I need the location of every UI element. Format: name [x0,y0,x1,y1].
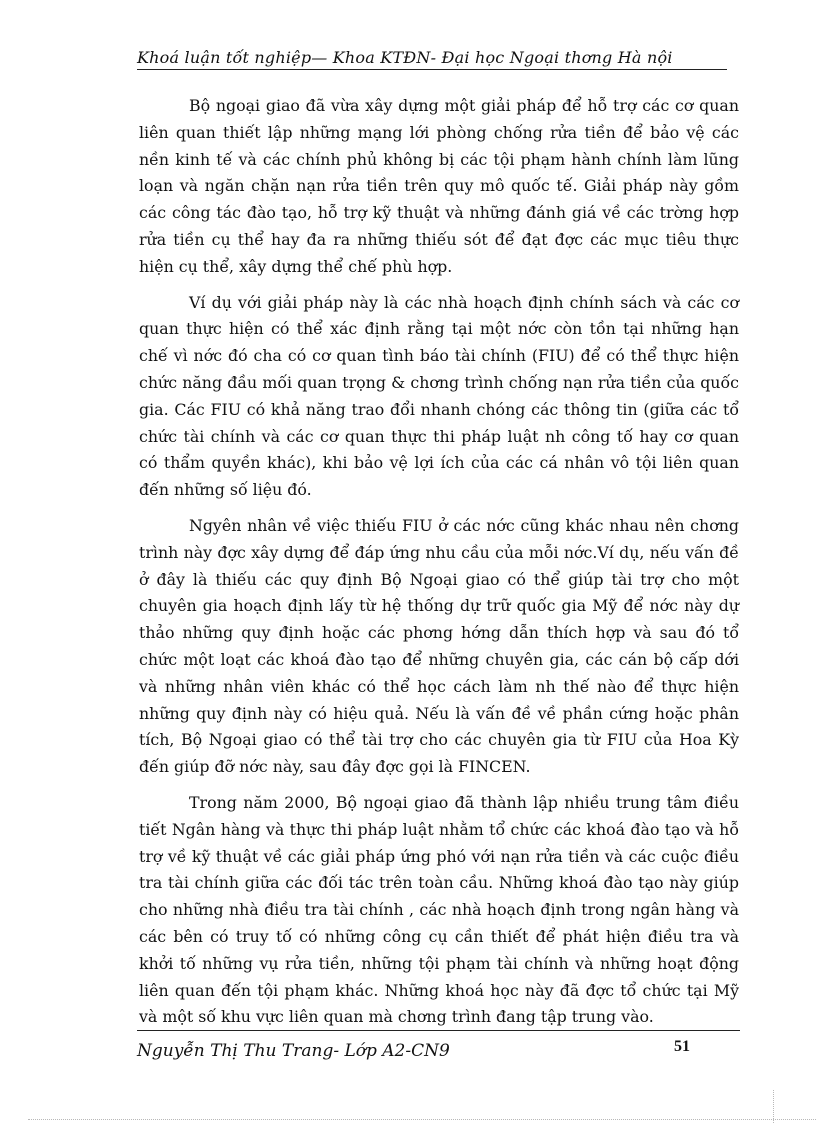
footer-divider [137,1030,740,1031]
page-corner-dotted-line [773,1090,774,1123]
footer-author: Nguyễn Thị Thu Trang- Lớp A2-CN9 [137,1041,450,1061]
main-text [139,93,739,1040]
paragraph-4: Trong năm 2000, Bộ ngoại giao đã thành lập nhiều trung tâm điều tiết Ngân hàng và thực thi pháp luật nhằm tổ chức các khoá đào tạo và hỗ trợ về kỹ thuật về các giải pháp ứng phó với nạn rửa tiền và các cuộc điều tra tài chính giữa các đối tác trên toàn cầu. Những khoá đào tạo này giúp cho những nhà điều tra tài chính , các nhà hoạch định trong ngân hàng và các bên có truy tố có những công cụ cần thiết để phát hiện điều tra và khởi tố những vụ rửa tiền, những tội phạm tài chính và những hoạt động liên quan đến tội phạm khác. Những khoá học này đã đợc tổ chức tại Mỹ và một số khu vực liên quan mà chơng trình đang tập trung vào. [139,792,739,1027]
paragraph-3: Ngyên nhân về việc thiếu FIU ở các nớc cũng khác nhau nên chơng trình này đợc xây dựng để đáp ứng nhu cầu của mỗi nớc.Ví dụ, nếu vấn đề ở đây là thiếu các quy định Bộ Ngoại giao có thể giúp tài trợ cho một chuyên gia hoạch định lấy từ hệ thống dự trữ quốc gia Mỹ để nớc này dự thảo những quy định hoặc các phơng hớng dẫn thích hợp và sau đó tổ chức một loạt các khoá đào tạo để những chuyên gia, các cán bộ cấp dới và những nhân viên khác có thể học cách làm nh thế nào để thực hiện những quy định này có hiệu quả. Nếu là vấn đề về phần cứng hoặc phân tích, Bộ Ngoại giao có thể tài trợ cho các chuyên gia từ FIU của Hoa Kỳ đến giúp đỡ nớc này, sau đây đợc gọi là FINCEN. [139,515,739,777]
running-header: Khoá luận tốt nghiệp— Khoa KTĐN- Đại học Ngoại thơng Hà nội [137,48,673,67]
paragraph-1: Bộ ngoại giao đã vừa xây dựng một giải pháp để hỗ trợ các cơ quan liên quan thiết lập những mạng lới phòng chống rửa tiền để bảo vệ các nền kinh tế và các chính phủ không bị các tội phạm hành chính làm lũng loạn và ngăn chặn nạn rửa tiền trên quy mô quốc tế. Giải pháp này gồm các công tác đào tạo, hỗ trợ kỹ thuật và những đánh giá về các trờng hợp rửa tiền cụ thể hay đa ra những thiếu sót để đạt đợc các mục tiêu thực hiện cụ thể, xây dựng thể chế phù hợp. [139,96,739,276]
header-divider [137,69,727,70]
page-number: 51 [674,1038,690,1055]
page-edge-dotted-line [28,1119,816,1120]
paragraph-2: Ví dụ với giải pháp này là các nhà hoạch định chính sách và các cơ quan thực hiện có thể xác định rằng tại một nớc còn tồn tại những hạn chế vì nớc đó cha có cơ quan tình báo tài chính (FIU) để có thể thực hiện chức năng đầu mối quan trọng & chơng trình chống nạn rửa tiền của quốc gia. Các FIU có khả năng trao đổi nhanh chóng các thông tin (giữa các tổ chức tài chính và các cơ quan thực thi pháp luật nh công tố hay cơ quan có thẩm quyền khác), khi bảo vệ lợi ích của các cá nhân vô tội liên quan đến những số liệu đó. [139,292,739,500]
